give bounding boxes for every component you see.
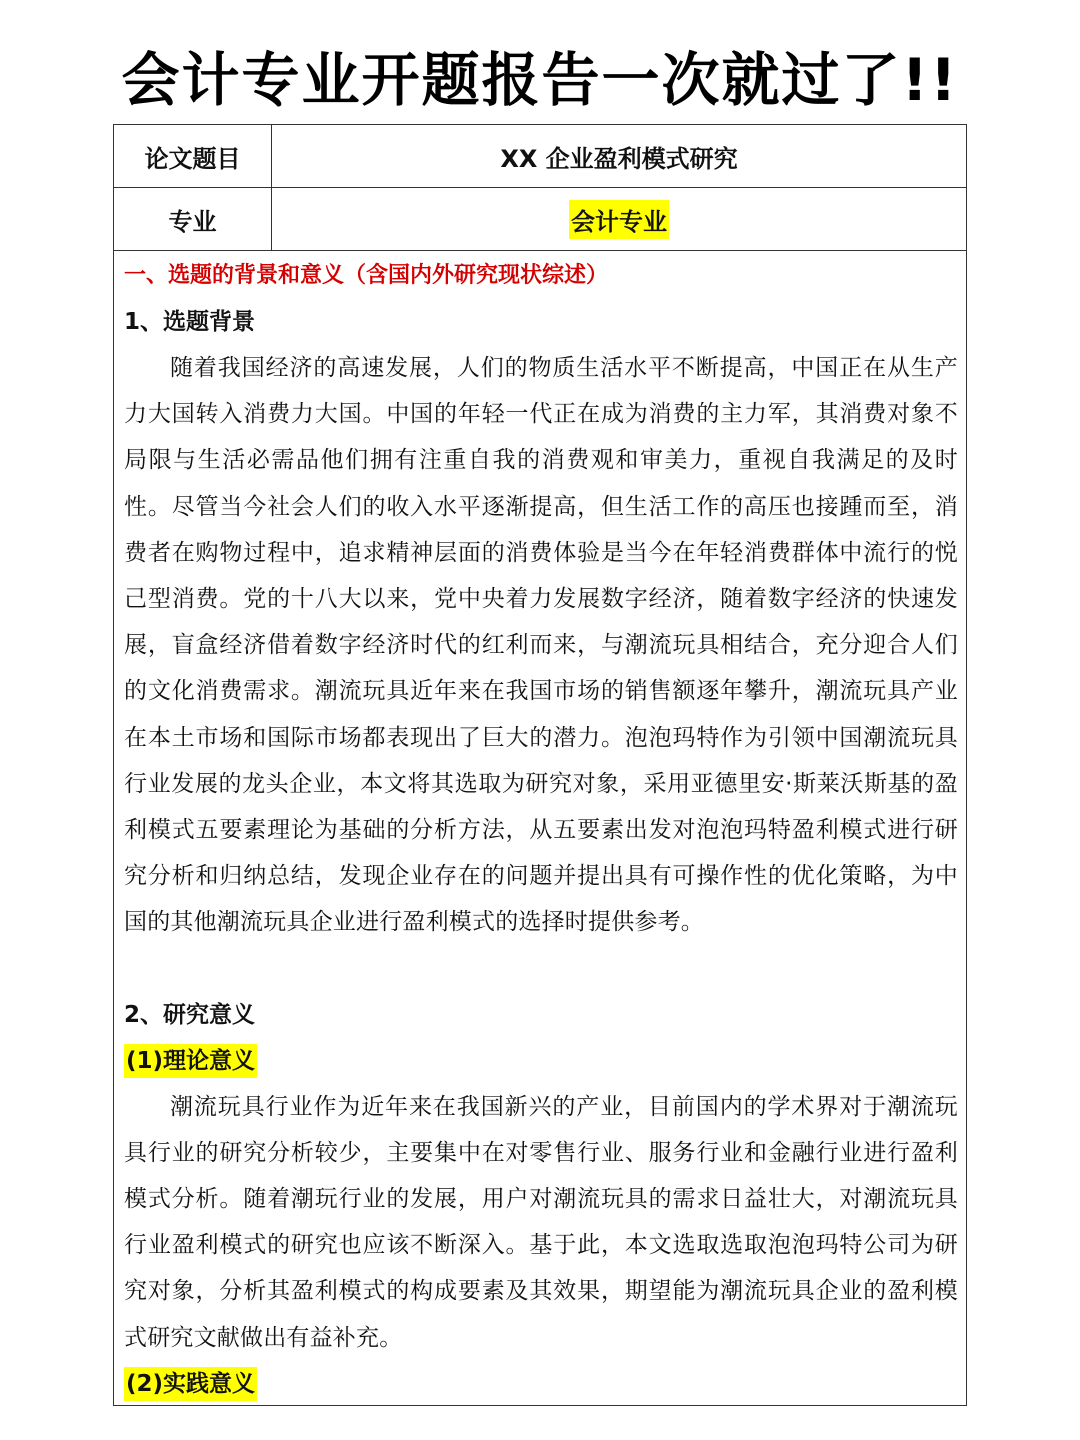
major-value-cell [272,188,966,250]
paragraph-gap [124,946,958,992]
major-value: 会计专业 [569,200,669,239]
thesis-title-label: 论文题目 [114,125,272,187]
significance-heading: 2、研究意义 [124,1001,256,1028]
major-label: 专业 [114,188,272,250]
proposal-form-table [113,124,967,1406]
background-paragraph: 随着我国经济的高速发展，人们的物质生活水平不断提高，中国正在从生产力大国转入消费力大国。中国的年轻一代正在成为消费的主力军，其消费对象不局限与生活必需品他们拥有注重自我的消费观和审美力，重视自我满足的及时性。尽管当今社会人们的收入水平逐渐提高，但生活工作的高压也接踵而至，消费者在购物过程中，追求精神层面的消费体验是当今在年轻消费群体中流行的悦己型消费。党的十八大以来，党中央着力发展数字经济，随着数字经济的快速发展，盲盒经济借着数字经济时代的红利而来，与潮流玩具相结合，充分迎合人们的文化消费需求。潮流玩具近年来在我国市场的销售额逐年攀升，潮流玩具产业在本土市场和国际市场都表现出了巨大的潜力。泡泡玛特作为引领中国潮流玩具行业发展的龙头企业，本文将其选取为研究对象，采用亚德里安·斯莱沃斯基的盈利模式五要素理论为基础的分析方法，从五要素出发对泡泡玛特盈利模式进行研究分析和归纳总结，发现企业存在的问题并提出具有可操作性的优化策略，为中国的其他潮流玩具企业进行盈利模式的选择时提供参考。 [124,355,958,936]
theory-paragraph: 潮流玩具行业作为近年来在我国新兴的产业，目前国内的学术界对于潮流玩具行业的研究分析较少，主要集中在对零售行业、服务行业和金融行业进行盈利模式分析。随着潮玩行业的发展，用户对潮流玩具的需求日益壮大，对潮流玩具行业盈利模式的研究也应该不断深入。基于此，本文选取选取泡泡玛特公司为研究对象，分析其盈利模式的构成要素及其效果，期望能为潮流玩具企业的盈利模式研究文献做出有益补充。 [124,1093,958,1351]
thesis-title-value: XX 企业盈利模式研究 [500,144,738,173]
practice-heading: (2)实践意义 [124,1367,257,1401]
section-heading: 一、选题的背景和意义（含国内外研究现状综述） [124,263,609,288]
practice-heading-line [124,1361,958,1407]
background-heading: 1、选题背景 [124,309,256,335]
section-content [124,253,958,1407]
theory-heading: (1)理论意义 [124,1044,257,1078]
theory-heading-line [124,1038,958,1084]
table-row-thesis-title [114,125,966,188]
page-title: 会计专业开题报告一次就过了!! [121,46,959,114]
table-row-major [114,188,966,251]
